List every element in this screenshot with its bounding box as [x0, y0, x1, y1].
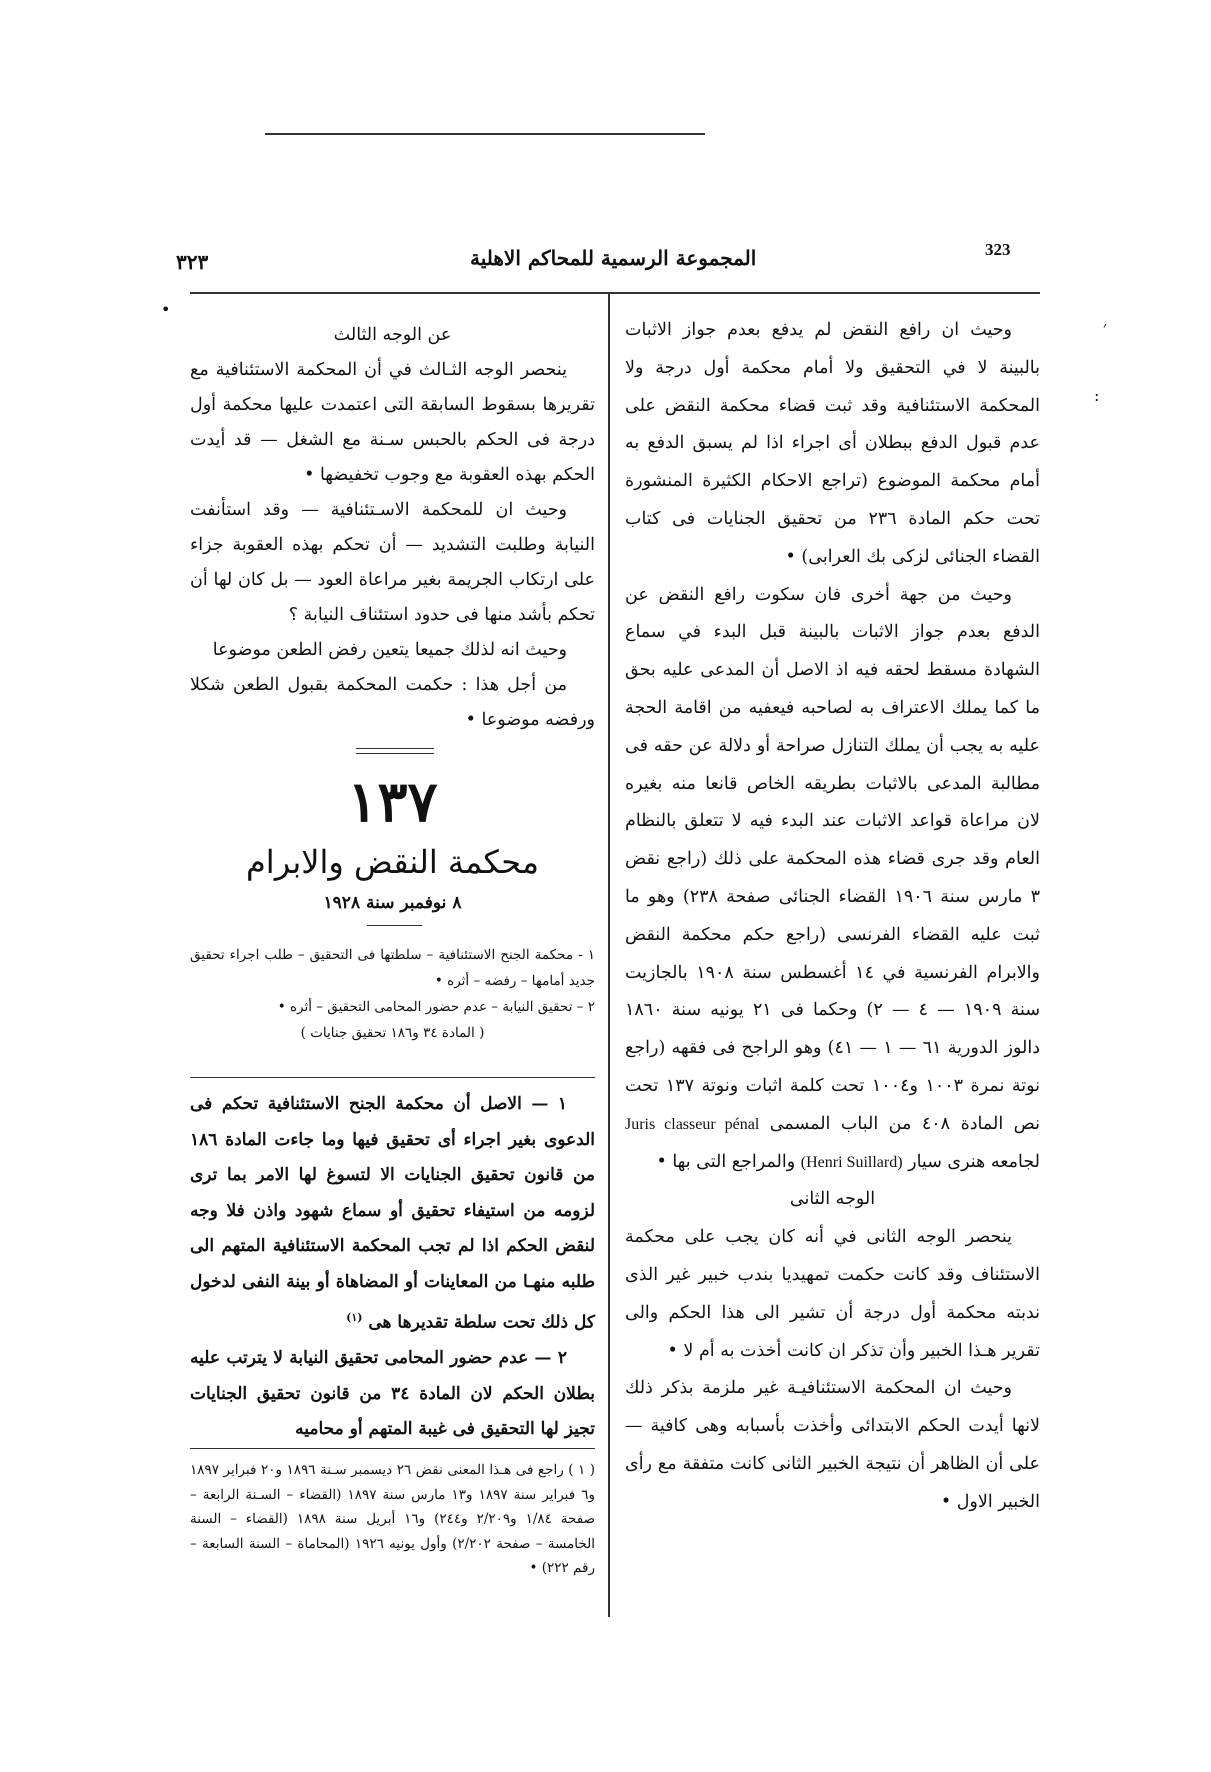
case-number: ١٣٧ [347, 769, 438, 835]
ornament-rule [356, 753, 434, 754]
holding: ٢ — عدم حضور المحامى تحقيق النيابة لا يترتب عليه بطلان الحكم لان المادة ٣٤ من قانون تحقيق الجنايات تجيز لها التحقيق فى غيبة المتهم أو محاميه [190, 1348, 595, 1440]
holding-text: ١ — الاصل أن محكمة الجنح الاستئنافية تحكم فى الدعوى بغير اجراء أى تحقيق فيها وما جاءت المادة ١٨٦ من قانون تحقيق الجنايات الا لتسوغ لها الامر بما ترى لزومه من استيفاء تحقيق أو سماع شهود واذن فلا وجه لنقض الحكم اذا لم تجب المحكمة الاستئنافية المتهم الى طلبه منهـا من المعاينات أو المضاهاة أو بينة النفى لدخول كل ذلك تحت سلطة تقديرها هى [190, 1094, 595, 1333]
left-column [190, 318, 595, 738]
paragraph-text: والمراجع التى بها • [656, 1151, 796, 1172]
footnote [190, 1458, 595, 1581]
statute-reference: ( المادة ٣٤ و١٨٦ تحقيق جنايات ) [300, 1025, 485, 1041]
latin-citation: Juris classeur pénal [625, 1115, 760, 1133]
holdings [190, 1087, 595, 1448]
paragraph-text: لجامعه هنرى سيار [908, 1151, 1040, 1172]
paragraph: ينحصر الوجه الثـالث في أن المحكمة الاستئنافية مع تقريرها بسقوط السابقة التى اعتمدت عليها محكمة أول درجة فى الحكم بالحبس سـنة مع الشغل — قد أيدت الحكم بهذه العقوبة مع وجوب تخفيضها • [190, 360, 595, 485]
section-rule [190, 1077, 595, 1078]
court-name: محكمة النقض والابرام [245, 843, 539, 881]
right-column [625, 312, 1040, 1522]
paragraph: وحيث ان للمحكمة الاسـتئنافية — وقد استأنفت النيابة وطلبت التشديد — أن تحكم بهذه العقوبة جزاء على ارتكاب الجريمة بغير مراعاة العود — بل كان لها أن تحكم بأشد منها فى حدود استئناف النيابة ؟ [190, 500, 595, 625]
footnote-rule [190, 1448, 595, 1449]
paragraph: وحيث ان المحكمة الاستئنافيـة غير ملزمة بذكر ذلك لانها أيدت الحكم الابتدائى وأخذت بأسبابه وهى كافية — على أن الظاهر أن نتيجة الخبير الثانى كانت متفقة مع رأى الخبير الاول • [625, 1378, 1040, 1512]
headnote-item: ١ - محكمة الجنح الاستئنافية – سلطتها فى التحقيق – طلب اجراء تحقيق جديد أمامها – رفضه – أثره • [190, 947, 595, 989]
paragraph-text: وحيث من جهة أخرى فان سكوت رافع النقض عن الدفع بعدم جواز الاثبات بالبينة قبل البدء في سماع الشهادة مسقط لحقه فيه اذ الاصل أن المدعى عليه بحق ما كما يملك الاعتراف به لصاحبه فيعفيه من اقامة الحجة عليه به يجب أن يملك التنازل صراحة أو دلالة عن حقه فى مطالبة المدعى بالاثبات بطريقه الخاص قانعا منه بغيره لان مراعاة قواعد الاثبات عند البدء فيه لا تتعلق بالنظام العام وقد جرى قضاء هذه المحكمة على ذلك (راجع نقض ٣ مارس سنة ١٩٠٦ القضاء الجنائى صفحة ٢٣٨) وهو ما ثبت عليه القضاء الفرنسى (راجع حكم محكمة النقض والابرام الفرنسية في ١٤ أغسطس سنة ١٩٠٨ بالجازيت سنة ١٩٠٩ — ٤ — ٢) وحكما فى ٢١ يونيه سنة ١٨٦٠ دالوز الدورية ٦١ — ١ — ٤١) وهو الراجح فى فقهه (راجع نوتة نمرة ١٠٠٣ و١٠٠٤ تحت كلمة اثبات ونوتة ١٣٧ تحت نص المادة ٤٠٨ من الباب المسمى [625, 584, 1040, 1134]
column-divider [608, 292, 610, 1617]
margin-mark: ׳ [1103, 318, 1107, 337]
paragraph: وحيث ان رافع النقض لم يدفع بعدم جواز الاثبات بالبينة لا في التحقيق ولا أمام محكمة أول درجة ولا المحكمة الاستئنافية وقد ثبت قضاء محكمة النقض على عدم قبول الدفع ببطلان أى اجراء اذا لم يسبق الدفع به أمام محكمة الموضوع (تراجع الاحكام الكثيرة المنشورة تحت حكم المادة ٢٣٦ من تحقيق الجنايات فى كتاب القضاء الجنائى لزكى بك العرابى) • [625, 320, 1040, 567]
header-rule [190, 292, 1040, 294]
ornament-rule [356, 748, 434, 749]
page-number-arabic: ٣٢٣ [176, 250, 209, 274]
running-head: المجموعة الرسمية للمحاكم الاهلية [470, 246, 757, 270]
paragraph: من أجل هذا : حكمت المحكمة بقبول الطعن شكلا ورفضه موضوعا • [190, 675, 595, 730]
holding [190, 1087, 595, 1341]
footnote-marker: (١) [346, 1311, 363, 1324]
paragraph: ينحصر الوجه الثانى في أنه كان يجب على محكمة الاستئناف وقد كانت حكمت تمهيديا بندب خبير غير الذى ندبته محكمة أول درجة أن تشير الى هذا الحكم والى تقرير هـذا الخبير وأن تذكر ان كانت أخذت به أم لا • [625, 1227, 1040, 1361]
section-heading: الوجه الثانى [789, 1189, 876, 1210]
margin-mark: • [161, 300, 171, 319]
headnote-summary [190, 942, 595, 1046]
page-number-latin: 323 [985, 240, 1011, 259]
section-heading: عن الوجه الثالث [333, 325, 452, 345]
margin-mark: : [1094, 386, 1100, 405]
top-rule [265, 133, 705, 135]
footnote-text: ( ١ ) راجع فى هـذا المعنى نقض ٢٦ ديسمبر سـنة ١٨٩٦ و٢٠ فبراير ١٨٩٧ و٦ فبراير سنة ١٨٩٧ و١٣ مارس سنة ١٨٩٧ (القضاء – السـنة الرابعة – صفحة ١/٨٤ و٢/٢٠٩ و٢٤٤) و١٦ أبريل سنة ١٨٩٨ (القضاء – السنة الخامسة – صفحة ٢/٢٠٢) وأول يونيه ١٩٢٦ (المحاماة – السنة السابعة – رقم ٢٢٢) • [190, 1462, 596, 1576]
latin-citation: (Henri Suillard) [800, 1153, 903, 1171]
paragraph: وحيث انه لذلك جميعا يتعين رفض الطعن موضوعا [212, 640, 567, 660]
date-rule [367, 925, 422, 926]
headnote-item: ٢ – تحقيق النيابة – عدم حضور المحامى التحقيق – أثره • [277, 999, 595, 1015]
paragraph [625, 577, 1040, 1182]
case-date: ٨ نوفمبر سنة ١٩٢٨ [323, 893, 462, 913]
